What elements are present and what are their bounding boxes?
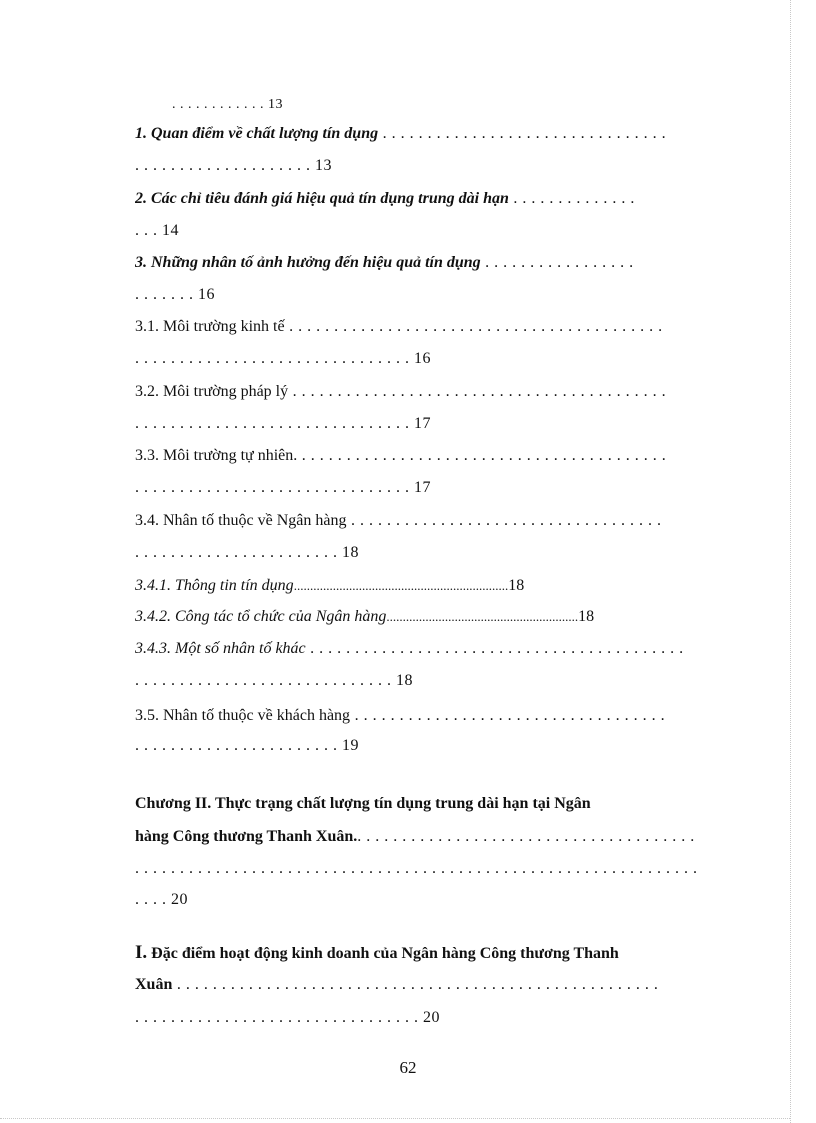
toc-entry-3-5-page: . . . . . . . . . . . . . . . . . . . . . . . 19	[135, 737, 359, 754]
toc-section-1-line-1[interactable]	[135, 942, 720, 965]
toc-leader: . . . . . . . . . . . . . . . . . . . . . . . . . . . . . . . . . . . . . . . . . .	[305, 640, 684, 657]
toc-entry-title: 3.4. Nhân tố thuộc về Ngân hàng	[135, 512, 347, 529]
toc-entry-3-3[interactable]	[135, 445, 720, 467]
toc-chapter-2-leader: . . . . . . . . . . . . . . . . . . . . . . . . . . . . . . . . . . . . . . . . . . . . . . . . . . . . . . . . . . . . . . .	[135, 860, 698, 877]
toc-entry-3-page: . . . . . . . 16	[135, 286, 215, 303]
toc-leader: ..................................................................	[293, 578, 509, 593]
toc-entry-title: 3.4.1. Thông tin tín dụng	[135, 577, 294, 594]
toc-entry-1[interactable]	[135, 123, 720, 145]
toc-leader: . . . . . . . . . . . . . .	[508, 190, 635, 207]
toc-chapter-2-line-2[interactable]	[135, 826, 720, 848]
toc-entry-3-1[interactable]	[135, 316, 720, 338]
toc-leader: ...........................................................	[386, 609, 579, 624]
toc-leader: . . . . . . . . . . . . . . . . . . . . . . . . . . . . . . . . . . . . . . . . .	[297, 447, 667, 464]
toc-entry-3-4-3-page: . . . . . . . . . . . . . . . . . . . . . . . . . . . . . 18	[135, 672, 413, 689]
page-frame-bottom	[0, 1118, 790, 1119]
toc-entry-title: hàng Công thương Thanh Xuân.	[135, 828, 358, 845]
toc-leader: . . . . . . . . . . . . . . . . . . . . . . . . . . . . . . . . . . .	[350, 707, 666, 724]
page-frame-right	[790, 0, 791, 1123]
page-number: 62	[399, 1058, 417, 1077]
toc-entry-3-3-page: . . . . . . . . . . . . . . . . . . . . . . . . . . . . . . . 17	[135, 479, 431, 496]
toc-entry-title: 3.4.2. Công tác tổ chức của Ngân hàng	[135, 608, 387, 625]
toc-leader: . . . . . . . . . . . . . . . . . . . . . . . . . . . . . . . . . . .	[346, 512, 662, 529]
toc-entry-3-2-page: . . . . . . . . . . . . . . . . . . . . . . . . . . . . . . . 17	[135, 415, 431, 432]
toc-entry-2-page: . . . 14	[135, 222, 179, 239]
toc-chapter-2-line-1[interactable]: Chương II. Thực trạng chất lượng tín dụng trung dài hạn tại Ngân	[135, 795, 591, 812]
toc-entry-1-page: . . . . . . . . . . . . . . . . . . . . 13	[135, 157, 332, 174]
toc-entry-3-4-page: . . . . . . . . . . . . . . . . . . . . . . . 18	[135, 544, 359, 561]
toc-leader: . . . . . . . . . . . . . . . . . . . . . . . . . . . . . . . .	[378, 125, 667, 142]
toc-entry-3-4-1[interactable]	[135, 575, 720, 597]
toc-entry-3-2[interactable]	[135, 381, 720, 403]
toc-entry-3-5[interactable]	[135, 705, 720, 727]
toc-entry-title: 3.3. Môi trường tự nhiên.	[135, 447, 298, 464]
toc-page-number: 18	[578, 608, 595, 625]
toc-fragment-top: . . . . . . . . . . . . 13	[172, 97, 283, 112]
toc-section-numeral: I.	[135, 942, 148, 963]
toc-section-1-line-2[interactable]	[135, 974, 720, 996]
toc-entry-title: Xuân	[135, 976, 173, 993]
toc-entry-3-1-page: . . . . . . . . . . . . . . . . . . . . . . . . . . . . . . . 16	[135, 350, 431, 367]
toc-leader: . . . . . . . . . . . . . . . . .	[480, 254, 634, 271]
toc-entry-3-4-3[interactable]	[135, 638, 720, 660]
toc-entry-title: 3.2. Môi trường pháp lý	[135, 383, 289, 400]
toc-entry-3-4[interactable]	[135, 510, 720, 532]
toc-entry-title: 3.4.3. Một số nhân tố khác	[135, 640, 306, 657]
toc-entry-title: 2. Các chỉ tiêu đánh giá hiệu quả tín dụng trung dài hạn	[135, 190, 509, 207]
toc-entry-3-4-2[interactable]	[135, 606, 720, 628]
toc-page-number: 18	[508, 577, 525, 594]
toc-entry-title: 3.1. Môi trường kinh tế	[135, 318, 285, 335]
toc-entry-3[interactable]	[135, 252, 720, 274]
toc-chapter-2-page: . . . . 20	[135, 891, 188, 908]
toc-entry-title: 1. Quan điểm về chất lượng tín dụng	[135, 125, 379, 142]
toc-entry-title: 3. Những nhân tố ảnh hưởng đến hiệu quả tín dụng	[135, 254, 481, 271]
toc-entry-2[interactable]	[135, 188, 720, 210]
toc-section-1-page: . . . . . . . . . . . . . . . . . . . . . . . . . . . . . . . . 20	[135, 1009, 440, 1026]
toc-leader: . . . . . . . . . . . . . . . . . . . . . . . . . . . . . . . . . . . . . . . . . .	[288, 383, 667, 400]
toc-leader: . . . . . . . . . . . . . . . . . . . . . . . . . . . . . . . . . . . . . . . . . .	[284, 318, 663, 335]
toc-entry-title: 3.5. Nhân tố thuộc về khách hàng	[135, 707, 351, 724]
toc-leader: . . . . . . . . . . . . . . . . . . . . . . . . . . . . . . . . . . . . . .	[357, 828, 695, 845]
toc-entry-title: Đặc điểm hoạt động kinh doanh của Ngân hàng Công thương Thanh	[147, 945, 619, 962]
toc-leader: . . . . . . . . . . . . . . . . . . . . . . . . . . . . . . . . . . . . . . . . . . . . . . . . . . . . . .	[172, 976, 659, 993]
